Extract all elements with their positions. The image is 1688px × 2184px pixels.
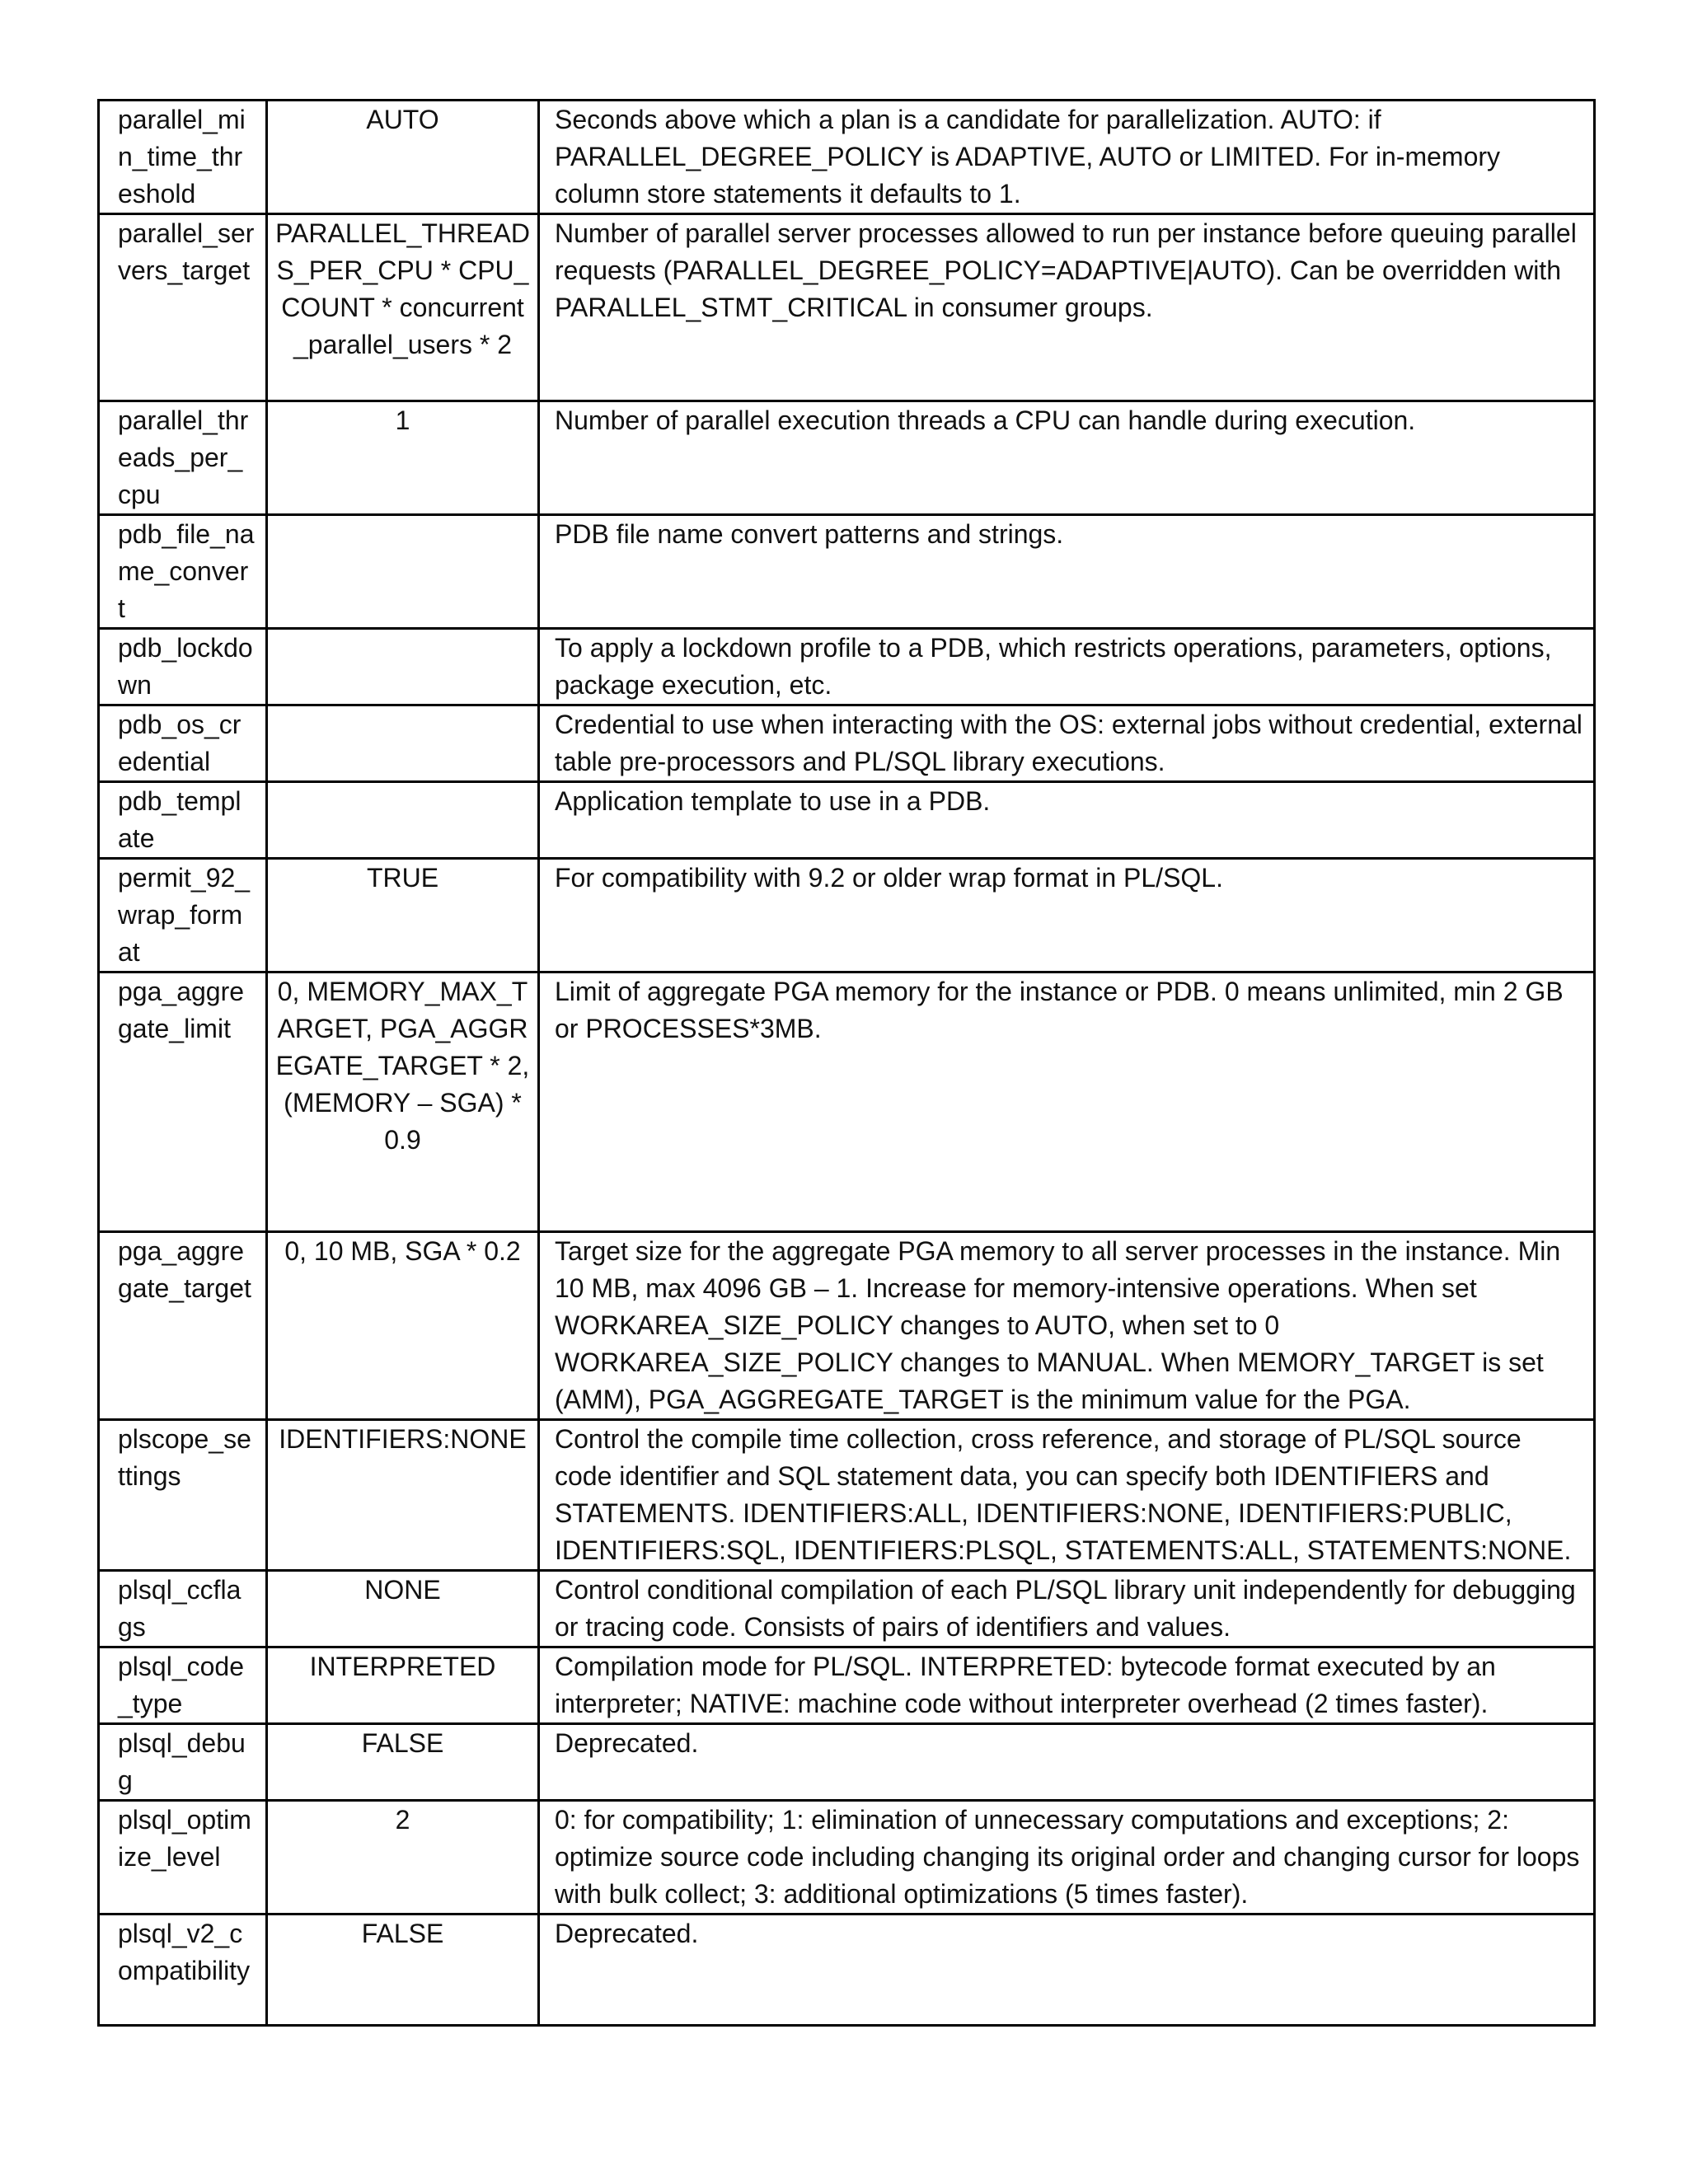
- table-row: [99, 782, 1595, 859]
- parameter-name: plsql_v2_compatibility: [99, 1915, 267, 2026]
- parameter-name: pdb_lockdown: [99, 629, 267, 705]
- parameter-description: To apply a lockdown profile to a PDB, which restricts operations, parameters, options, package execution, etc.: [539, 629, 1595, 705]
- parameter-name: parallel_min_time_threshold: [99, 101, 267, 214]
- parameter-description: Target size for the aggregate PGA memory to all server processes in the instance. Min 10 MB, max 4096 GB – 1. Increase for memory-intensive operations. When set WORKAREA_SIZE_POLICY changes to AUTO, when set to 0 WORKAREA_SIZE_POLICY changes to MANUAL. When MEMORY_TARGET is set (AMM), PGA_AGGREGATE_TARGET is the minimum value for the PGA.: [539, 1232, 1595, 1420]
- parameter-name: permit_92_wrap_format: [99, 859, 267, 972]
- parameter-name: parallel_servers_target: [99, 214, 267, 401]
- parameter-default: [267, 782, 539, 859]
- document-page: [97, 99, 1593, 2027]
- parameter-description: Deprecated.: [539, 1724, 1595, 1801]
- table-row: [99, 972, 1595, 1232]
- table-row: [99, 1571, 1595, 1647]
- parameter-description: Number of parallel server processes allowed to run per instance before queuing parallel requests (PARALLEL_DEGREE_POLICY=ADAPTIVE|AUTO). Can be overridden with PARALLEL_STMT_CRITICAL in consumer groups.: [539, 214, 1595, 401]
- table-row: [99, 1915, 1595, 2026]
- parameter-default: TRUE: [267, 859, 539, 972]
- table-row: [99, 1801, 1595, 1915]
- parameter-default: [267, 705, 539, 782]
- parameter-default: [267, 629, 539, 705]
- table-row: [99, 1232, 1595, 1420]
- parameter-description: Application template to use in a PDB.: [539, 782, 1595, 859]
- parameter-description: Number of parallel execution threads a CPU can handle during execution.: [539, 401, 1595, 515]
- parameter-name: pga_aggregate_target: [99, 1232, 267, 1420]
- parameter-default: NONE: [267, 1571, 539, 1647]
- parameter-default: 0, 10 MB, SGA * 0.2: [267, 1232, 539, 1420]
- table-row: [99, 1420, 1595, 1571]
- table-row: [99, 629, 1595, 705]
- parameter-description: Deprecated.: [539, 1915, 1595, 2026]
- parameter-name: plsql_optimize_level: [99, 1801, 267, 1915]
- parameter-default: FALSE: [267, 1724, 539, 1801]
- parameter-name: plscope_settings: [99, 1420, 267, 1571]
- table-row: [99, 515, 1595, 629]
- table-row: [99, 101, 1595, 214]
- parameter-name: plsql_ccflags: [99, 1571, 267, 1647]
- parameter-description: For compatibility with 9.2 or older wrap format in PL/SQL.: [539, 859, 1595, 972]
- table-row: [99, 214, 1595, 401]
- table-row: [99, 1647, 1595, 1724]
- parameter-default: AUTO: [267, 101, 539, 214]
- parameter-description: 0: for compatibility; 1: elimination of unnecessary computations and exceptions; 2: optimize source code including changing its original order and changing cursor for loops with bulk collect; 3: additional optimizations (5 times faster).: [539, 1801, 1595, 1915]
- parameter-name: pdb_os_credential: [99, 705, 267, 782]
- parameter-default: 0, MEMORY_MAX_TARGET, PGA_AGGREGATE_TARGET * 2, (MEMORY – SGA) * 0.9: [267, 972, 539, 1232]
- parameter-name: pdb_template: [99, 782, 267, 859]
- parameter-name: pdb_file_name_convert: [99, 515, 267, 629]
- parameter-description: Control conditional compilation of each PL/SQL library unit independently for debugging or tracing code. Consists of pairs of identifiers and values.: [539, 1571, 1595, 1647]
- parameter-description: PDB file name convert patterns and strings.: [539, 515, 1595, 629]
- parameter-description: Compilation mode for PL/SQL. INTERPRETED: bytecode format executed by an interpreter; NATIVE: machine code without interpreter overhead (2 times faster).: [539, 1647, 1595, 1724]
- parameter-default: [267, 515, 539, 629]
- parameter-name: plsql_code_type: [99, 1647, 267, 1724]
- parameter-name: parallel_threads_per_cpu: [99, 401, 267, 515]
- parameter-description: Credential to use when interacting with the OS: external jobs without credential, external table pre-processors and PL/SQL library executions.: [539, 705, 1595, 782]
- parameter-default: 1: [267, 401, 539, 515]
- parameter-default: 2: [267, 1801, 539, 1915]
- parameter-description: Control the compile time collection, cross reference, and storage of PL/SQL source code identifier and SQL statement data, you can specify both IDENTIFIERS and STATEMENTS. IDENTIFIERS:ALL, IDENTIFIERS:NONE, IDENTIFIERS:PUBLIC, IDENTIFIERS:SQL, IDENTIFIERS:PLSQL, STATEMENTS:ALL, STATEMENTS:NONE.: [539, 1420, 1595, 1571]
- parameter-name: plsql_debug: [99, 1724, 267, 1801]
- table-row: [99, 401, 1595, 515]
- parameter-description: Seconds above which a plan is a candidate for parallelization. AUTO: if PARALLEL_DEGREE_POLICY is ADAPTIVE, AUTO or LIMITED. For in-memory column store statements it defaults to 1.: [539, 101, 1595, 214]
- parameter-table: [97, 99, 1596, 2027]
- parameter-name: pga_aggregate_limit: [99, 972, 267, 1232]
- parameter-description: Limit of aggregate PGA memory for the instance or PDB. 0 means unlimited, min 2 GB or PROCESSES*3MB.: [539, 972, 1595, 1232]
- table-row: [99, 1724, 1595, 1801]
- parameter-default: FALSE: [267, 1915, 539, 2026]
- table-row: [99, 705, 1595, 782]
- parameter-default: INTERPRETED: [267, 1647, 539, 1724]
- parameter-default: IDENTIFIERS:NONE: [267, 1420, 539, 1571]
- parameter-default: PARALLEL_THREADS_PER_CPU * CPU_COUNT * concurrent_parallel_users * 2: [267, 214, 539, 401]
- table-row: [99, 859, 1595, 972]
